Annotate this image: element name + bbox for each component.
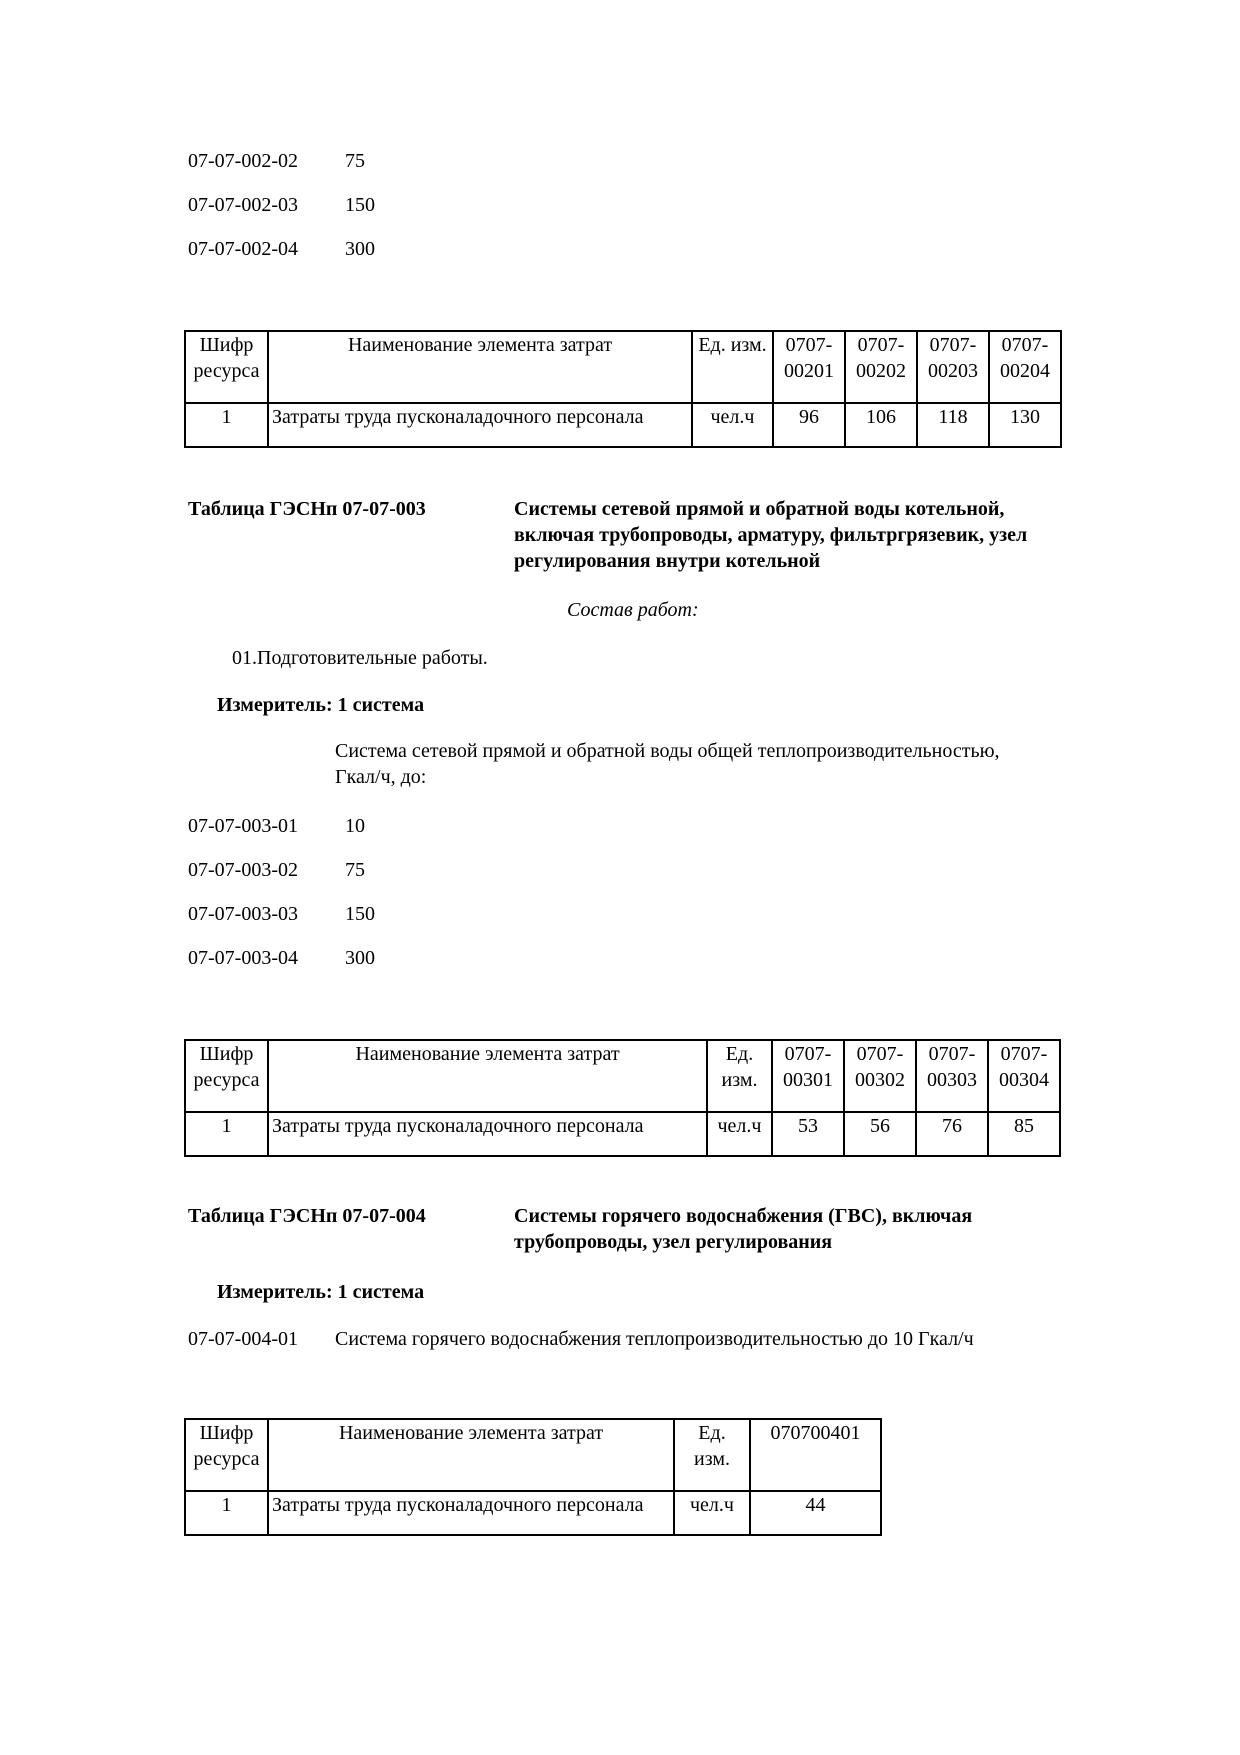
cell-unit: чел.ч — [707, 1112, 772, 1156]
cell-unit: чел.ч — [692, 403, 773, 447]
cell-value: 56 — [844, 1112, 916, 1156]
composition-title: Состав работ: — [567, 599, 699, 621]
code-07-07-002-03: 07-07-002-03 — [188, 194, 298, 216]
code-07-07-003-02: 07-07-003-02 — [188, 859, 298, 881]
cell-resource-code: 1 — [185, 1491, 268, 1535]
cell-cost-element: Затраты труда пусконаладочного персонала — [268, 1112, 707, 1156]
header-col-00201: 0707-00201 — [773, 331, 845, 403]
cell-value: 118 — [917, 403, 989, 447]
value-07-07-002-04: 300 — [345, 238, 375, 260]
header-col-00304: 0707-00304 — [988, 1040, 1060, 1112]
resource-table-07-07-002 — [184, 330, 1062, 448]
header-col-00203: 0707-00203 — [917, 331, 989, 403]
code-07-07-003-01: 07-07-003-01 — [188, 815, 298, 837]
code-07-07-002-02: 07-07-002-02 — [188, 150, 298, 172]
system-description: Система сетевой прямой и обратной воды общей теплопроизводительностью, Гкал/ч, до: — [335, 740, 1000, 788]
header-cost-element: Наименование элемента затрат — [268, 1419, 674, 1491]
header-col-00303: 0707-00303 — [916, 1040, 988, 1112]
value-07-07-003-04: 300 — [345, 947, 375, 969]
code-07-07-003-03: 07-07-003-03 — [188, 903, 298, 925]
table-header-row — [185, 1419, 881, 1491]
header-unit: Ед. изм. — [674, 1419, 750, 1491]
header-col-00401: 070700401 — [750, 1419, 881, 1491]
cell-cost-element: Затраты труда пусконаладочного персонала — [268, 403, 692, 447]
section-title-07-07-004: Системы горячего водоснабжения (ГВС), включая трубопроводы, узел регулирования — [514, 1205, 973, 1253]
section-title-07-07-003: Системы сетевой прямой и обратной воды котельной, включая трубопроводы, арматуру, фильтргрязевик, узел регулирования внутри котельной — [514, 498, 1028, 572]
header-resource-code: Шифр ресурса — [185, 1419, 268, 1491]
cell-resource-code: 1 — [185, 1112, 268, 1156]
measure-label: Измеритель: 1 система — [217, 694, 425, 716]
value-07-07-002-02: 75 — [345, 150, 365, 172]
value-07-07-003-01: 10 — [345, 815, 365, 837]
table-label-07-07-003: Таблица ГЭСНп 07-07-003 — [188, 498, 426, 520]
cell-value: 44 — [750, 1491, 881, 1535]
measure-label: Измеритель: 1 система — [217, 1281, 425, 1303]
header-cost-element: Наименование элемента затрат — [268, 331, 692, 403]
resource-table-07-07-003 — [184, 1039, 1061, 1157]
table-header-row — [185, 1040, 1060, 1112]
cell-resource-code: 1 — [185, 403, 268, 447]
header-col-00301: 0707-00301 — [772, 1040, 844, 1112]
code-07-07-002-04: 07-07-002-04 — [188, 238, 298, 260]
header-col-00302: 0707-00302 — [844, 1040, 916, 1112]
work-item: 01.Подготовительные работы. — [232, 647, 488, 669]
table-row — [185, 403, 1061, 447]
value-07-07-002-03: 150 — [345, 194, 375, 216]
table-row — [185, 1112, 1060, 1156]
header-resource-code: Шифр ресурса — [185, 331, 268, 403]
cell-value: 53 — [772, 1112, 844, 1156]
cell-cost-element: Затраты труда пусконаладочного персонала — [268, 1491, 674, 1535]
header-unit: Ед. изм. — [692, 331, 773, 403]
header-cost-element: Наименование элемента затрат — [268, 1040, 707, 1112]
header-unit: Ед. изм. — [707, 1040, 772, 1112]
code-description: Система горячего водоснабжения теплопроизводительностью до 10 Гкал/ч — [335, 1328, 974, 1350]
resource-table-07-07-004 — [184, 1418, 882, 1536]
table-label-07-07-004: Таблица ГЭСНп 07-07-004 — [188, 1205, 426, 1227]
header-col-00204: 0707-00204 — [989, 331, 1061, 403]
cell-value: 106 — [845, 403, 917, 447]
table-row — [185, 1491, 881, 1535]
table-header-row — [185, 331, 1061, 403]
value-07-07-003-02: 75 — [345, 859, 365, 881]
cell-value: 96 — [773, 403, 845, 447]
cell-value: 76 — [916, 1112, 988, 1156]
value-07-07-003-03: 150 — [345, 903, 375, 925]
header-col-00202: 0707-00202 — [845, 331, 917, 403]
cell-value: 85 — [988, 1112, 1060, 1156]
header-resource-code: Шифр ресурса — [185, 1040, 268, 1112]
code-07-07-003-04: 07-07-003-04 — [188, 947, 298, 969]
code-07-07-004-01: 07-07-004-01 — [188, 1328, 298, 1350]
cell-unit: чел.ч — [674, 1491, 750, 1535]
cell-value: 130 — [989, 403, 1061, 447]
